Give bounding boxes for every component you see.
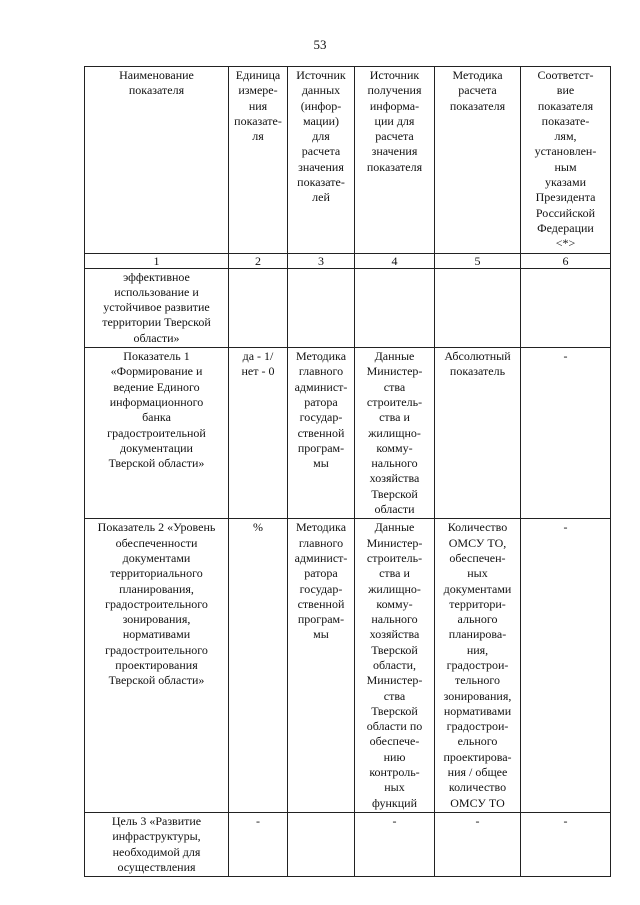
- calc-method-cell: -: [435, 812, 521, 876]
- compliance-cell: -: [521, 348, 611, 519]
- info-source-cell: -: [355, 812, 435, 876]
- compliance-cell: -: [521, 519, 611, 813]
- indicator-name-cell: Цель 3 «Развитие инфраструктуры, необходимой для осуществления: [85, 812, 229, 876]
- data-source-cell: Методика главного админист- ратора государ- ственной програм- мы: [288, 519, 355, 813]
- data-source-cell: Методика главного админист- ратора государ- ственной програм- мы: [288, 348, 355, 519]
- header-indicator-name: Наименование показателя: [85, 67, 229, 254]
- data-source-cell: [288, 812, 355, 876]
- column-number: 5: [435, 253, 521, 268]
- table-row: [85, 812, 611, 876]
- unit-cell: -: [229, 812, 288, 876]
- unit-cell: %: [229, 519, 288, 813]
- header-info-source: Источник получения информа- ции для расчета значения показателя: [355, 67, 435, 254]
- compliance-cell: [521, 268, 611, 347]
- column-numbers-row: [85, 253, 611, 268]
- header-data-source: Источник данных (инфор- мации) для расчета значения показате- лей: [288, 67, 355, 254]
- table-row: [85, 519, 611, 813]
- info-source-cell: Данные Министер- строитель- ства и жилищно- комму- нального хозяйства Тверской области, Министер- ства Тверской области по обеспече- нию контроль- ных функций: [355, 519, 435, 813]
- table-row: [85, 348, 611, 519]
- info-source-cell: [355, 268, 435, 347]
- header-unit: Единица измере- ния показате- ля: [229, 67, 288, 254]
- compliance-cell: -: [521, 812, 611, 876]
- page-number: 53: [313, 37, 327, 52]
- indicators-table: [84, 66, 611, 877]
- column-number: 6: [521, 253, 611, 268]
- calc-method-cell: [435, 268, 521, 347]
- column-number: 1: [85, 253, 229, 268]
- table-header-row: [85, 67, 611, 254]
- unit-cell: да - 1/ нет - 0: [229, 348, 288, 519]
- calc-method-cell: Количество ОМСУ ТО, обеспечен- ных документами территори- ального планирова- ния, градострои- тельного зонирования, нормативами градострои- ельного проектирова- ния / общее количество ОМСУ ТО: [435, 519, 521, 813]
- header-calc-method: Методика расчета показателя: [435, 67, 521, 254]
- indicator-name-cell: Показатель 2 «Уровень обеспеченности документами территориального планирования, градостроительного зонирования, нормативами градостроительного проектирования Тверской области»: [85, 519, 229, 813]
- column-number: 2: [229, 253, 288, 268]
- info-source-cell: Данные Министер- ства строитель- ства и жилищно- комму- нального хозяйства Тверской области: [355, 348, 435, 519]
- indicator-name-cell: Показатель 1 «Формирование и ведение Единого информационного банка градостроительной документации Тверской области»: [85, 348, 229, 519]
- data-source-cell: [288, 268, 355, 347]
- indicator-name-cell: эффективное использование и устойчивое развитие территории Тверской области»: [85, 268, 229, 347]
- column-number: 3: [288, 253, 355, 268]
- calc-method-cell: Абсолютный показатель: [435, 348, 521, 519]
- unit-cell: [229, 268, 288, 347]
- header-presidential-compliance: Соответст- вие показателя показате- лям, установлен- ным указами Президента Российской Федерации <*>: [521, 67, 611, 254]
- table-row: [85, 268, 611, 347]
- column-number: 4: [355, 253, 435, 268]
